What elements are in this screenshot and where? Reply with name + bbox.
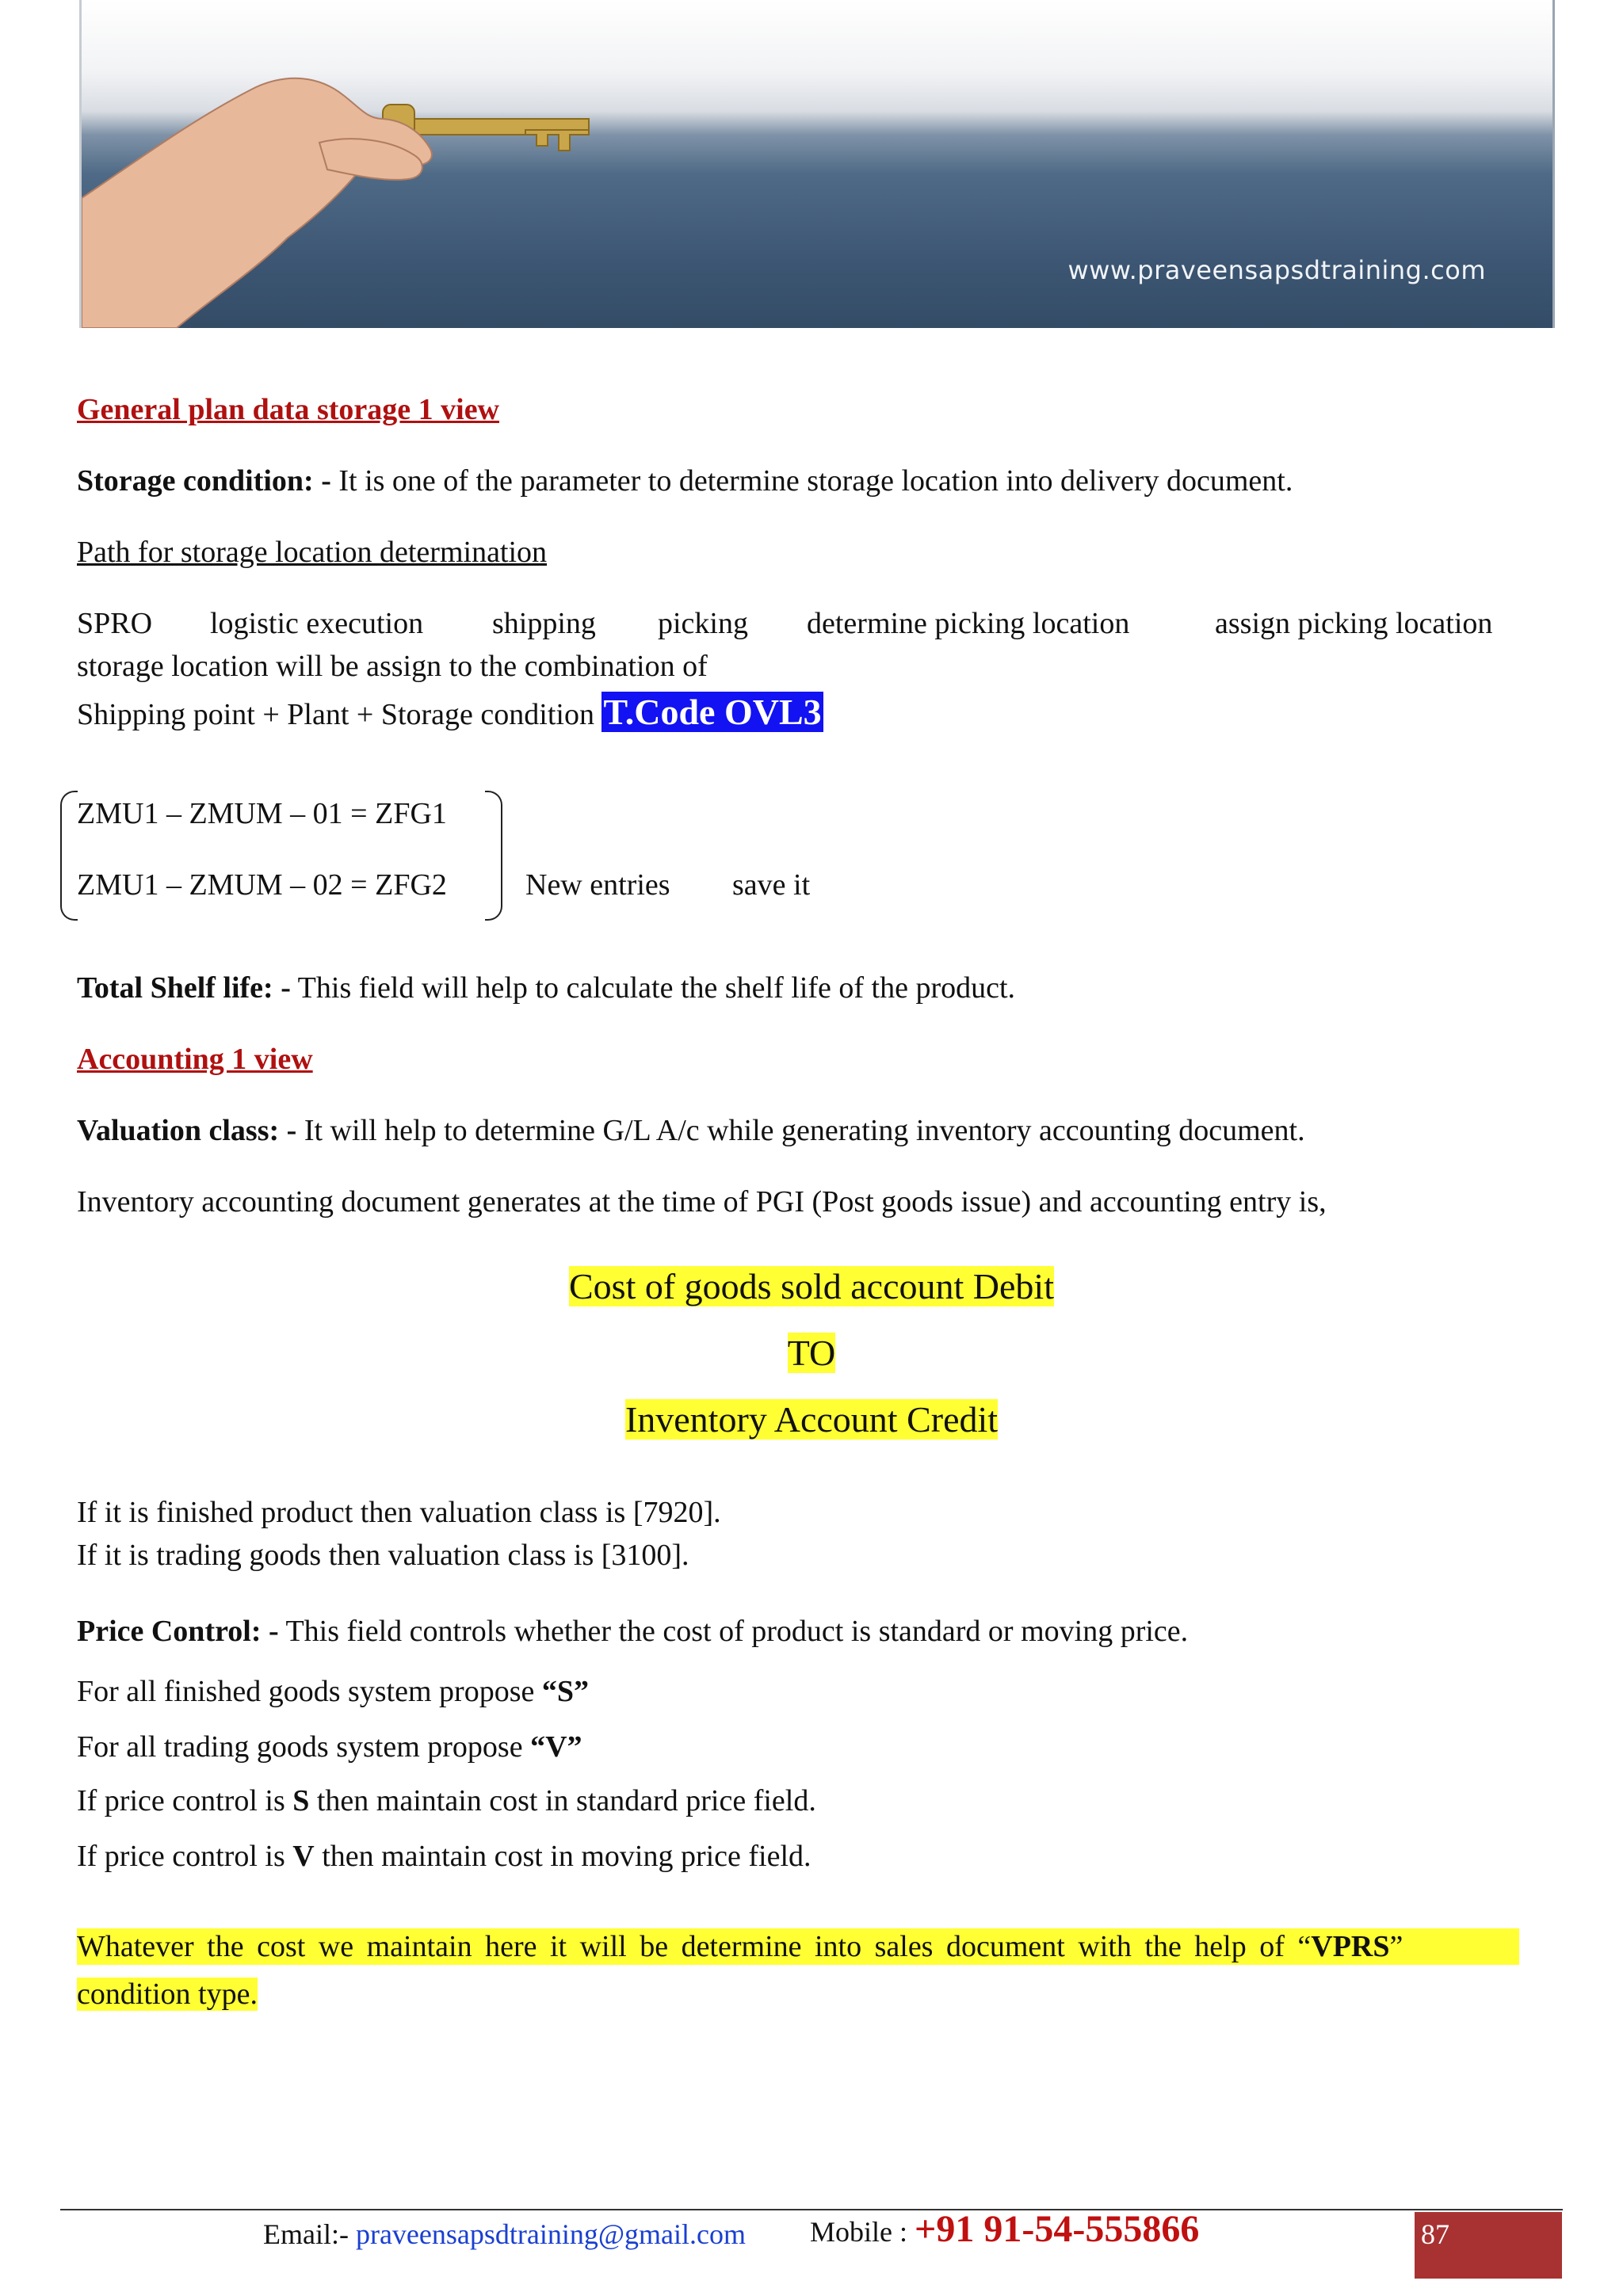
footer-mobile	[810, 2208, 1200, 2250]
v-bold: V	[292, 1840, 315, 1873]
trading-goods-propose	[77, 1729, 582, 1765]
storage-condition-label: Storage condition: -	[77, 464, 331, 498]
entry-to: TO	[787, 1333, 836, 1373]
hand-key-icon	[82, 0, 684, 328]
path-item-shipping: shipping	[492, 607, 596, 640]
footer-email-label: Email:-	[263, 2218, 356, 2250]
valuation-text: It will help to determine G/L A/c while generating inventory accounting document.	[296, 1114, 1305, 1147]
page-number: 87	[1421, 2218, 1449, 2250]
path-heading: Path for storage location determination	[77, 536, 548, 569]
price-control-text: This field controls whether the cost of product is standard or moving price.	[278, 1615, 1189, 1648]
s-bold: S	[292, 1784, 310, 1817]
entry-1: ZMU1 – ZMUM – 01 = ZFG1	[77, 797, 447, 830]
note-text-b: ”	[1389, 1930, 1403, 1963]
entry-to-line	[0, 1331, 1623, 1375]
note-line-2	[77, 1976, 258, 2012]
path-item-determine-picking: determine picking location	[807, 607, 1130, 640]
entry-2: ZMU1 – ZMUM – 02 = ZFG2	[77, 868, 447, 902]
finished-goods-propose	[77, 1673, 589, 1710]
entry-debit: Cost of goods sold account Debit	[569, 1266, 1054, 1306]
footer-mobile-number: +91 91-54-555866	[915, 2208, 1200, 2250]
note-line-2-text: condition type.	[77, 1978, 258, 2011]
s-line-b: then maintain cost in standard price field.	[309, 1784, 816, 1817]
trading-goods-propose-text: For all trading goods system propose	[77, 1730, 531, 1764]
banner-url: www.praveensapsdtraining.com	[1067, 255, 1486, 285]
finished-goods-propose-text: For all finished goods system propose	[77, 1675, 542, 1708]
left-bracket	[60, 791, 78, 921]
path-line-2: storage location will be assign to the combination of	[77, 650, 708, 683]
new-entries-label: New entries	[525, 868, 670, 902]
note-line-1	[77, 1928, 1403, 1965]
path-item-picking: picking	[658, 607, 748, 640]
entry-credit: Inventory Account Credit	[624, 1399, 999, 1440]
footer-email-link[interactable]: praveensapsdtraining@gmail.com	[355, 2218, 746, 2250]
note-text-a: Whatever the cost we maintain here it will be determine into sales document with the help of “	[77, 1930, 1312, 1963]
shelf-life-label: Total Shelf life: -	[77, 971, 291, 1005]
accounting-heading: Accounting 1 view	[77, 1043, 313, 1076]
entry-credit-line	[0, 1398, 1623, 1442]
header-banner	[79, 0, 1555, 328]
valuation-paragraph	[77, 1112, 1305, 1149]
price-control-v-line	[77, 1838, 812, 1875]
save-it-label: save it	[732, 868, 811, 902]
trading-goods-line: If it is trading goods then valuation class is [3100].	[77, 1539, 689, 1572]
price-control-s-line	[77, 1783, 816, 1819]
path-item-logistic-execution: logistic execution	[210, 607, 424, 640]
general-plan-heading: General plan data storage 1 view	[77, 393, 500, 426]
footer-mobile-label: Mobile :	[810, 2216, 915, 2248]
path-line-3	[77, 694, 823, 733]
shelf-life-paragraph	[77, 970, 1015, 1006]
v-line-b: then maintain cost in moving price field.	[314, 1840, 812, 1873]
storage-condition-paragraph	[77, 463, 1293, 499]
finished-goods-propose-value: “S”	[541, 1675, 589, 1708]
right-bracket	[485, 791, 502, 921]
s-line-a: If price control is	[77, 1784, 293, 1817]
footer-contact	[263, 2217, 746, 2252]
path-item-assign-picking: assign picking location	[1215, 607, 1493, 640]
entry-debit-line	[0, 1264, 1623, 1309]
price-control-paragraph	[77, 1613, 1188, 1650]
inventory-paragraph: Inventory accounting document generates at the time of PGI (Post goods issue) and accounting entry is,	[77, 1185, 1327, 1219]
storage-condition-text: It is one of the parameter to determine storage location into delivery document.	[330, 464, 1293, 498]
valuation-label: Valuation class: -	[77, 1114, 297, 1147]
shelf-life-text: This field will help to calculate the shelf life of the product.	[290, 971, 1016, 1005]
path-item-spro: SPRO	[77, 607, 153, 640]
path-line-3-text: Shipping point + Plant + Storage condition	[77, 698, 602, 731]
finished-product-line: If it is finished product then valuation class is [7920].	[77, 1496, 721, 1529]
note-vprs: VPRS	[1311, 1930, 1390, 1963]
footer-divider	[60, 2209, 1563, 2210]
tcode-badge: T.Code OVL3	[603, 692, 822, 732]
page-number-box	[1415, 2212, 1562, 2279]
trading-goods-propose-value: “V”	[530, 1730, 582, 1764]
price-control-label: Price Control: -	[77, 1615, 279, 1648]
v-line-a: If price control is	[77, 1840, 293, 1873]
